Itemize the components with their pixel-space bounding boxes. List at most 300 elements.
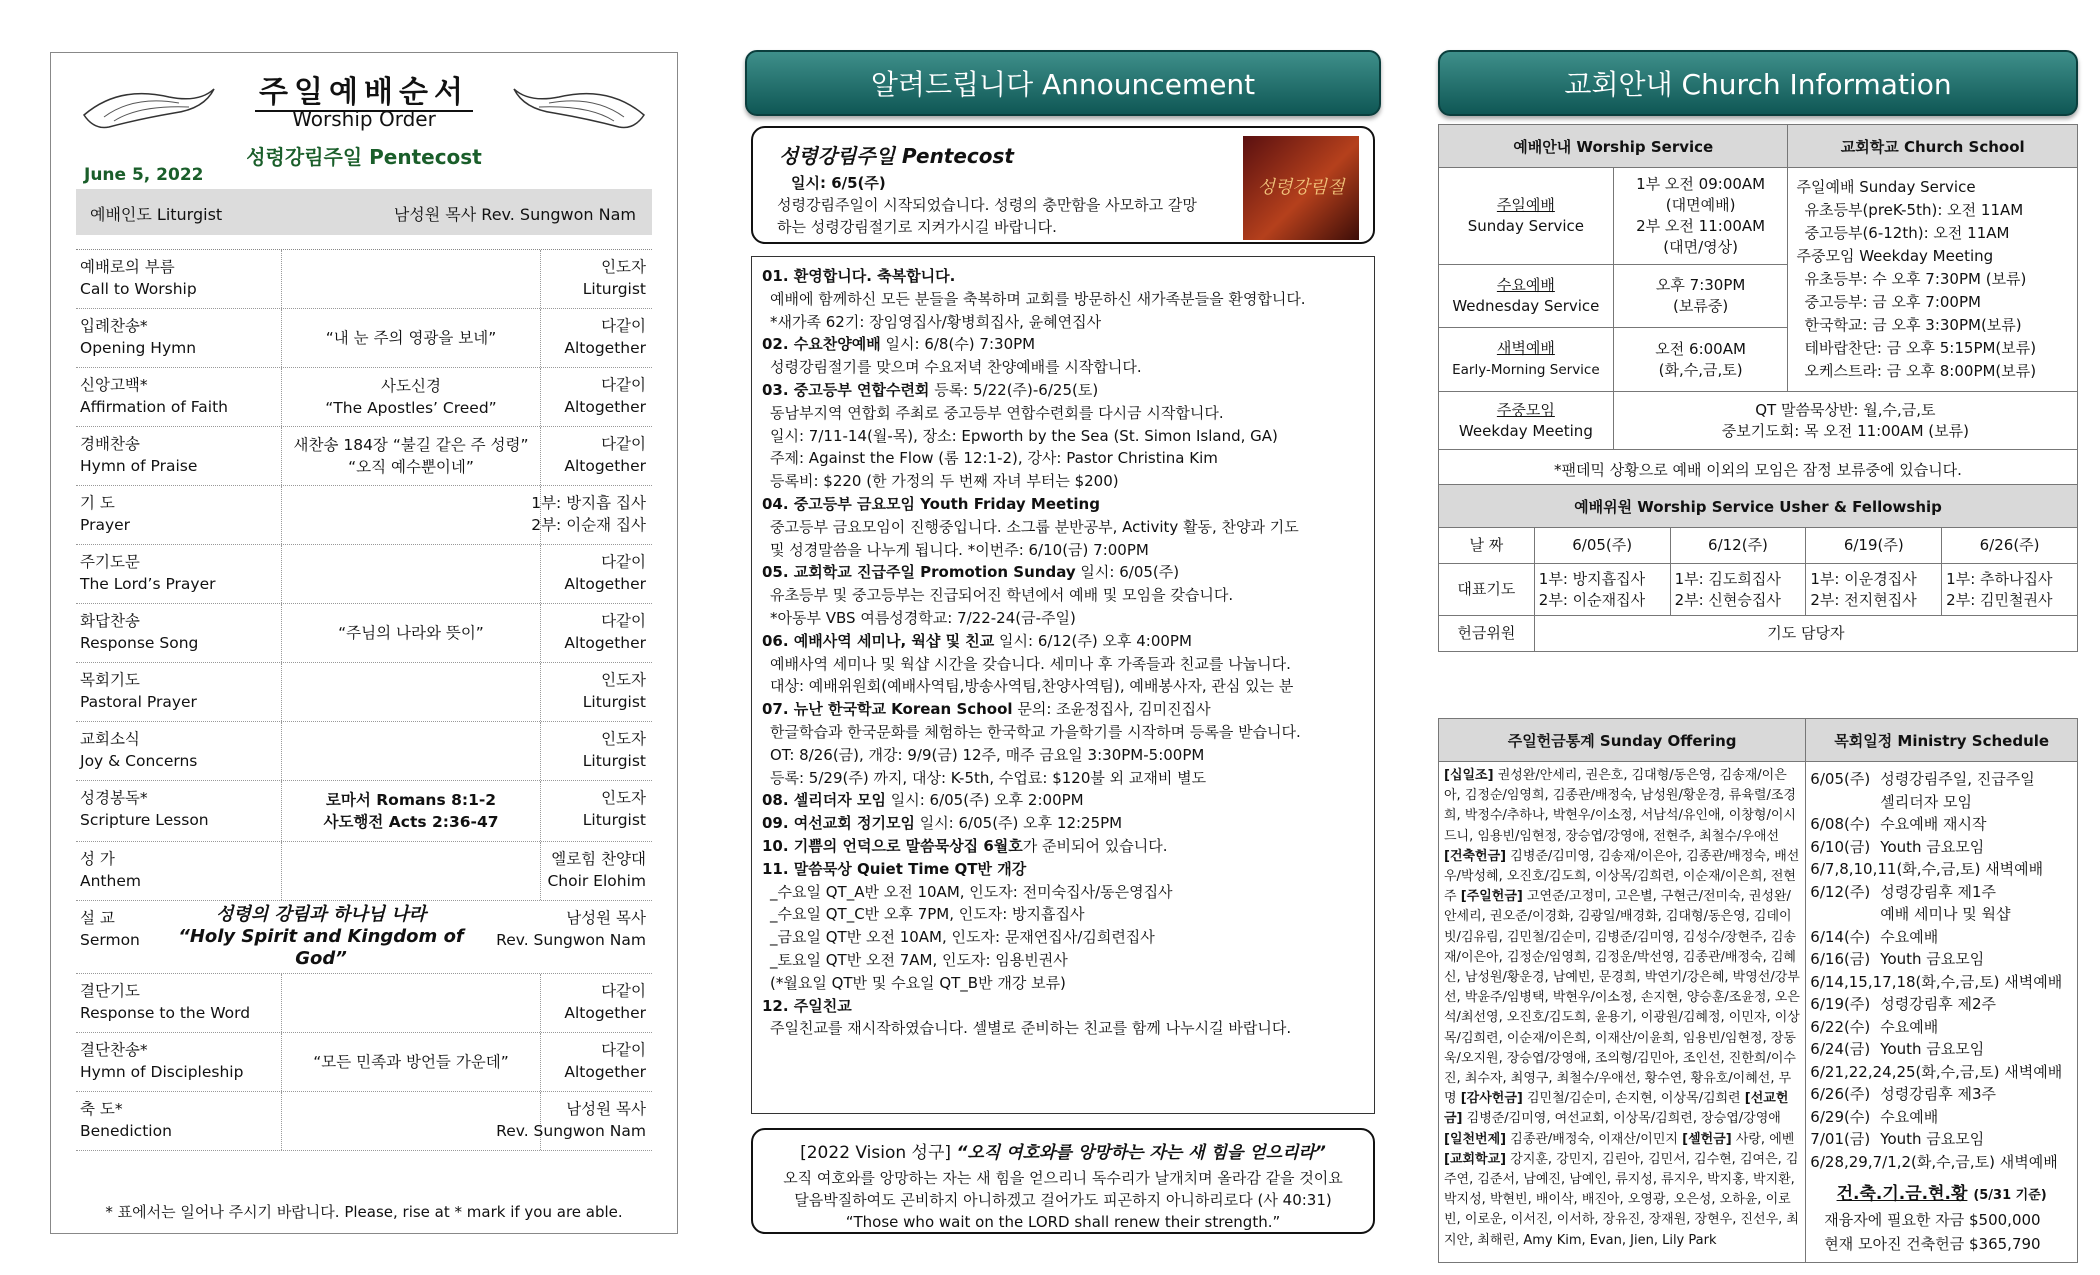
vision-line: 오직 여호와를 앙망하는 자는 새 힘을 얻으리니 독수리가 날개치며 올라감 같을 것이요 [783,1169,1343,1187]
news-item [762,561,1368,629]
order-item [80,980,250,1024]
news-item [762,789,1368,812]
pentecost-box [751,126,1375,244]
liturgist-label: 예배인도 Liturgist [90,205,223,224]
news-item-info: 일시: 6/8(수) 7:30PM [880,335,1036,354]
schedule-date: 6/05(주) [1810,770,1871,788]
order-item-en: The Lord’s Prayer [80,575,216,593]
news-item-line: 일시: 7/11-14(월-목), 장소: Epworth by the Sea (St. Simon Island, GA) [770,426,1278,445]
news-item-line: 예배사역 세미나 및 웍샵 시간을 갖습니다. 세미나 후 가족들과 친교를 나눕니다. [770,654,1291,673]
news-item [762,698,1368,789]
news-item-info: 등록: 5/22(주)-6/25(토) [929,380,1099,399]
schedule-row [1810,903,2073,926]
news-item-heading [762,858,1368,881]
order-item-ko: 성경봉독* [80,789,148,807]
schedule-event: 6/7,8,10,11(화,수,금,토) 새벽예배 [1810,860,2044,878]
order-leader-line: 1부: 방지흡 집사 [531,494,646,512]
vision-title-prefix: [2022 Vision 성구] [800,1143,952,1163]
building-fund-have: 현재 모아진 건축헌금 $365,790 [1824,1234,2041,1253]
order-item-detail [151,901,491,973]
church-school-line: 테바랍찬단: 금 오후 5:15PM(보류) [1804,339,2037,357]
order-row [76,901,652,974]
order-item-en: Response to the Word [80,1004,251,1022]
schedule-header: 목회일정 Ministry Schedule [1806,719,2078,762]
news-item-title: 07. 뉴난 한국학교 Korean School [762,700,1013,719]
order-leader-line: 인도자 [601,789,646,807]
pentecost-title: 성령강림주일 Pentecost [779,144,1014,168]
order-item-en: Scripture Lesson [80,811,209,829]
schedule-event: 6/28,29,7/1,2(화,수,금,토) 새벽예배 [1810,1152,2058,1171]
order-leader-line: Liturgist [582,752,646,770]
worship-order-panel [50,52,678,1234]
order-item [80,848,141,892]
schedule-date: 6/12(주) [1810,882,1871,901]
order-item-en: Affirmation of Faith [80,398,228,416]
liturgist-name: 남성원 목사 Rev. Sungwon Nam [393,205,636,224]
pandemic-note: *팬데믹 상황으로 예배 이외의 모임은 잠정 보류중에 있습니다. [1439,450,2078,489]
schedule-date: 6/10(금) [1810,837,1871,856]
order-row [76,250,652,309]
schedule-row [1810,1061,2073,1084]
order-footer: * 표에서는 일어나 주시기 바랍니다. Please, rise at * mark if you are able. [105,1203,623,1221]
news-item-info: 일시: 6/05(주) [1075,563,1180,582]
offering-category: [십일조] [1444,768,1494,783]
news-item-heading [762,379,1368,402]
order-detail-line: “내 눈 주의 영광을 보네” [325,329,497,347]
worship-service-header: 예배안내 Worship Service [1439,125,1788,168]
order-item-en: Response Song [80,634,199,652]
order-item-leader [583,669,646,713]
order-row [76,842,652,901]
order-row [76,604,652,663]
order-leader-line: 다같이 [601,435,646,453]
news-item-title: 05. 교회학교 진급주일 Promotion Sunday [762,563,1076,582]
schedule-row [1810,1016,2073,1039]
news-item-line: *아동부 VBS 여름성경학교: 7/22-24(금-주일) [770,608,1076,627]
usher-date: 6/26(주) [1942,528,2078,564]
order-item-en: Hymn of Discipleship [80,1063,244,1081]
offering-category: [셀헌금] [1682,1131,1732,1147]
service-table [1438,124,2078,489]
church-school-line: 주중모임 Weekday Meeting [1796,247,1994,265]
order-row [76,663,652,722]
offering-names: 권성완/안세리, 권은호, 김대형/동은영, 김송재/이은아, 김정순/임영희, 김종관/배정숙, 남성원/황운경, 류육렬/조경희, 박정수/추하나, 박현우/이소정, 서남석/유인애, 이창형/이시드니, 임용빈/임현정, 장승엽/강영애, 전현주, 최철수/우애선 [1444,768,1796,844]
order-row [76,1092,652,1151]
church-info-panel [1438,50,2078,1253]
order-leader-line: 2부: 이순재 집사 [531,516,646,534]
order-item [80,256,197,300]
church-school-line: 오케스트라: 금 오후 8:00PM(보류) [1804,362,2037,380]
usher-header: 예배위원 Worship Service Usher & Fellowship [1439,485,2078,528]
schedule-date: 6/22(수) [1810,1017,1871,1036]
building-fund-need: 재융자에 필요한 자금 $500,000 [1824,1210,2041,1229]
schedule-cell [1806,762,2078,1263]
vision-line: “Those who wait on the LORD shall renew their strength.” [845,1213,1281,1231]
news-item-title: 01. 환영합니다. 축복합니다. [762,267,956,285]
news-item [762,379,1368,493]
weekday-meeting-name: 주중모임 Weekday Meeting [1439,392,1614,450]
offering-header: 주일헌금통계 Sunday Offering [1439,719,1806,762]
order-table [76,249,652,1151]
church-school-line: 중고등부: 금 오후 7:00PM [1804,293,1981,311]
vision-line: 달음박질하여도 곤비하지 아니하겠고 걸어가도 피곤하지 아니하리로다 (사 40:31) [794,1191,1332,1209]
vision-title-text: “오직 여호와를 앙망하는 자는 새 힘을 얻으리라” [956,1143,1326,1163]
news-item-line: 한글학습과 한국문화를 체험하는 한국학교 가을학기를 시작하며 등록을 받습니다. [770,722,1301,741]
news-item-heading [762,789,1368,812]
order-item-ko: 교회소식 [80,730,140,748]
order-item [80,610,198,654]
order-detail-line: “오직 예수뿐이네” [348,458,474,476]
schedule-row [1810,813,2073,836]
order-item-ko: 예배로의 부름 [80,258,175,276]
early-morning-service-name: 새벽예배 Early-Morning Service [1439,328,1614,392]
order-leader-line: Altogether [564,339,646,357]
order-item-en: Opening Hymn [80,339,197,357]
order-item-ko: 주기도문 [80,553,140,571]
news-item-title: 03. 중고등부 연합수련회 [762,380,930,399]
order-item-detail [281,545,541,603]
order-leader-line: 다같이 [601,1041,646,1059]
offering-names: 김종관/배정숙, 이재산/이민지 [1506,1131,1683,1147]
schedule-event: 성령강림후 제2주 [1880,995,1997,1013]
news-item [762,265,1368,333]
news-item [762,630,1368,698]
news-item-title: 02. 수요찬양예배 [762,335,881,354]
news-item-info: 문의: 조윤정집사, 김미진집사 [1012,700,1211,719]
news-box [751,256,1375,1114]
usher-prayer: 1부: 이운경집사 2부: 전지현집사 [1806,564,1942,616]
order-item [80,907,140,951]
schedule-event: Youth 금요모임 [1880,1130,1985,1148]
order-item [80,1039,243,1083]
sunday-service-name: 주일예배 Sunday Service [1439,168,1614,265]
news-item-title: 10. 기쁨의 언덕으로 말씀묵상집 6월호 [762,836,1023,855]
schedule-event: 수요예배 재시작 [1880,815,1987,833]
schedule-row [1810,881,2073,904]
order-detail-line: 사도행전 Acts 2:36-47 [323,813,499,831]
news-item-line: _수요일 QT_C반 오후 7PM, 인도자: 방지흡집사 [770,905,1085,924]
vision-box [751,1128,1375,1234]
order-item-ko: 목회기도 [80,671,140,689]
order-item-leader [496,907,646,951]
news-item-line: 중고등부 금요모임이 진행중입니다. 소그룹 분반공부, Activity 활동, 찬양과 기도 [770,517,1299,536]
order-item-leader [564,433,646,477]
news-item [762,995,1368,1041]
usher-date: 6/19(주) [1806,528,1942,564]
news-item-line: 등록: 5/29(주) 까지, 대상: K-5th, 수업료: $120불 외 교재비 별도 [770,768,1207,787]
news-item-line: 동남부지역 연합회 주최로 중고등부 연합수련회를 다시금 시작합니다. [770,403,1224,422]
order-detail-line: 성령의 강림과 하나님 나라 [215,904,427,925]
order-leader-line: Altogether [564,1063,646,1081]
news-item-info: 가 준비되어 있습니다. [1022,836,1168,855]
pentecost-body: 성령강림주일이 시작되었습니다. 성령의 충만함을 사모하고 갈망하는 성령강림절기로 지켜가시길 바랍니다. [777,196,1197,236]
order-item-detail [281,722,541,780]
order-leader-line: 다같이 [601,317,646,335]
order-item [80,492,130,536]
news-item-title: 11. 말씀묵상 Quiet Time QT반 개강 [762,859,1027,878]
order-leader-line: Altogether [564,575,646,593]
schedule-row [1810,926,2073,949]
order-leader-line: 인도자 [601,730,646,748]
order-item-detail [281,604,541,662]
order-item-ko: 성 가 [80,850,115,868]
order-leader-line: 인도자 [601,671,646,689]
news-item-line: 및 성경말씀을 나누게 됩니다. *이번주: 6/10(금) 7:00PM [770,540,1149,559]
order-item [80,1098,172,1142]
news-item-line: _수요일 QT_A반 오전 10AM, 인도자: 전미숙집사/동은영집사 [770,882,1173,901]
order-detail-line: “Holy Spirit and Kingdom of God” [178,926,464,969]
usher-date: 6/12(주) [1670,528,1806,564]
usher-date-label: 날 짜 [1439,528,1535,564]
news-item-title: 06. 예배사역 세미나, 웍샵 및 친교 [762,631,995,650]
order-item-ko: 기 도 [80,494,115,512]
news-item-line: _금요일 QT반 오전 10AM, 인도자: 문재연집사/김희련집사 [770,928,1155,947]
news-item [762,333,1368,379]
news-item-line: 등록비: $220 (한 가정의 두 번째 자녀 부터는 $200) [770,472,1119,491]
order-row [76,486,652,545]
schedule-event: 성령강림후 제1주 [1880,882,1997,901]
order-title: 주일예배순서 [51,67,677,111]
schedule-event: 성령강림후 제3주 [1880,1085,1997,1103]
order-leader-line: Altogether [564,457,646,475]
news-item [762,858,1368,995]
order-leader-line: Rev. Sungwon Nam [496,931,646,949]
order-item [80,551,216,595]
offering-names: 고연준/고정미, 고은별, 구현근/전미숙, 권성완/안세리, 권오준/이경화, 김광일/배경화, 김대형/동은영, 김데이빗/김유림, 김민철/김순미, 김병준/김미영, 김성수/장현주, 김송재/이은아, 김정순/임영희, 김정운/박선영, 김종관/배정숙, 김혜신, 남성원/황운경, 남예빈, 문경희, 박연기/강은혜, 박영선/강부선, 박윤주/임병택, 박현우/이소정, 손지현, 양승훈/조윤정, 오은석/최선영, 오진호/김도희, 윤용기, 이광원/김혜정, 이민자, 이상목/김희련, 이순재/이은희, 이재산/이윤희, 임용빈/임현정, 장동욱/오지원, 장승엽/강영애, 조의형/김민아, 조인선, 진한희/이수진, 최수자, 최영구, 최철수/우애선, 황수연, 황유호/이혜선, 무명 [1444,889,1800,1107]
order-item-en: Pastoral Prayer [80,693,197,711]
schedule-row [1810,1151,2073,1174]
order-item-detail [281,781,541,841]
schedule-row [1810,948,2073,971]
building-fund-title: 건.축.기.금.현.황 (5/31 기준) [1836,1184,2047,1204]
offering-category: [일천번제] [1444,1131,1507,1147]
order-item-en: Hymn of Praise [80,457,198,475]
order-item-detail [281,427,541,485]
news-item-heading [762,995,1368,1018]
order-detail-line: 새찬송 184장 “불길 같은 주 성령” [293,436,529,454]
order-item-detail [281,486,541,544]
church-school-line: 중고등부(6-12th): 오전 11AM [1804,224,2010,242]
order-item-ko: 결단찬송* [80,1041,148,1059]
order-date: June 5, 2022 [84,165,204,185]
news-item-title: 12. 주일친교 [762,996,852,1015]
news-item-line: OT: 8/26(금), 개강: 9/9(금) 12주, 매주 금요일 3:30PM-5:00PM [770,745,1205,764]
order-item-en: Prayer [80,516,131,534]
news-item-line: *새가족 62기: 장임영집사/황병희집사, 윤혜연집사 [770,312,1102,331]
order-leader-line: 다같이 [601,376,646,394]
schedule-row [1810,1128,2073,1151]
schedule-date: 6/08(수) [1810,815,1871,833]
order-leader-line: 남성원 목사 [566,1100,646,1118]
schedule-row [1810,1083,2073,1106]
schedule-event: 수요예배 [1880,927,1939,946]
offering-names: 김병준/김미영, 김송재/이은아, 김종관/배정숙, 배선우/박성혜, 오진호/김도희, 이상목/김희련, 이순재/이은희, 전현주 [1444,848,1800,905]
offering-category: [주일헌금] [1460,889,1523,905]
schedule-date [1810,903,1880,926]
order-leader-line: 다같이 [601,553,646,571]
order-item-ko: 설 교 [80,909,115,927]
order-item-en: Anthem [80,872,141,890]
order-detail-line: “주님의 나라와 뜻이” [338,624,484,642]
order-leader-line: Liturgist [582,280,646,298]
usher-prayer: 1부: 추하나집사 2부: 김민철권사 [1942,564,2078,616]
news-item-heading [762,561,1368,584]
order-leader-line: 다같이 [601,612,646,630]
order-item-detail [281,368,541,426]
order-item-detail [281,1033,541,1091]
church-school-line: 유초등부(preK-5th): 오전 11AM [1804,201,2024,219]
news-item-info: 일시: 6/05(주) 오후 12:25PM [914,814,1123,833]
order-item-leader [564,1039,646,1083]
offering-names: 김병준/김미영, 여선교회, 이상목/김희련, 장승엽/강영애 [1462,1111,1781,1127]
news-item-heading [762,835,1368,858]
schedule-row [1810,1106,2073,1129]
schedule-event: 셀리더자 모임 [1880,792,1973,811]
offering-names: 강지훈, 강민지, 김린아, 김민서, 김수현, 김여은, 김주연, 김준서, 남예진, 남예인, 류지성, 류지우, 박지홍, 박지환, 박지성, 박현빈, 배이삭, 배진아, 오영광, 오은성, 오하윤, 이로빈, 이로운, 이서진, 이서하, 장유진, 장재원, 장현우, 진선우, 최지안, 최해린, Amy Kim, Evan, Jien, Lily Park [1444,1151,1799,1248]
news-item-heading [762,812,1368,835]
news-item-heading [762,265,1368,288]
order-item [80,787,209,831]
schedule-row [1810,858,2073,881]
order-item-leader [564,980,646,1024]
offering-schedule-table [1438,718,2078,1263]
schedule-date: 7/01(금) [1810,1130,1871,1148]
schedule-event: 6/21,22,24,25(화,수,금,토) 새벽예배 [1810,1062,2063,1081]
news-item [762,835,1368,858]
offering-label: 헌금위원 [1439,616,1535,652]
news-item-title: 08. 셀리더자 모임 [762,791,886,810]
order-row [76,427,652,486]
order-item-leader [564,315,646,359]
order-leader-line: 인도자 [601,258,646,276]
offering-value: 기도 담당자 [1534,616,2077,652]
order-leader-line: Rev. Sungwon Nam [496,1122,646,1140]
order-item-leader [583,787,646,831]
order-item-leader [564,374,646,418]
offering-category: [감사헌금] [1460,1091,1523,1107]
schedule-row [1810,768,2073,791]
offering-names: 사랑, 에벤 [1731,1131,1795,1147]
church-school-header: 교회학교 Church School [1788,125,2078,168]
order-item-ko: 입례찬송* [80,317,148,335]
vision-title [753,1138,1373,1163]
order-detail-line: “The Apostles’ Creed” [325,399,497,417]
order-item-ko: 화답찬송 [80,612,140,630]
order-item-leader [564,551,646,595]
news-item-heading [762,333,1368,356]
early-morning-service-time: 오전 6:00AM (화,수,금,토) [1613,328,1788,392]
schedule-row [1810,1038,2073,1061]
offering-names: 김민철/김순미, 손지현, 이상목/김희련 [1522,1091,1745,1107]
order-item [80,669,197,713]
news-item-line: 예배에 함께하신 모든 분들을 축복하며 교회를 방문하신 새가족분들을 환영합니다. [770,289,1306,308]
order-item-detail [281,974,541,1032]
offering-category: [교회학교] [1444,1151,1507,1167]
usher-prayer: 1부: 김도희집사 2부: 신현승집사 [1670,564,1806,616]
order-item [80,433,197,477]
order-item-en: Call to Worship [80,280,197,298]
schedule-date: 6/19(주) [1810,995,1871,1013]
news-item-info: 일시: 6/12(주) 오후 4:00PM [994,631,1192,650]
order-item [80,374,228,418]
news-item-line: _토요일 QT반 오전 7AM, 인도자: 임용빈권사 [770,950,1068,969]
usher-prayer: 1부: 방지흡집사 2부: 이순재집사 [1534,564,1670,616]
news-item-title: 09. 여선교회 정기모임 [762,814,915,833]
order-row [76,781,652,842]
schedule-date: 6/16(금) [1810,950,1871,968]
schedule-event: Youth 금요모임 [1880,950,1985,968]
news-item-line: 주일친교를 재시작하였습니다. 셀별로 준비하는 친교를 함께 나누시길 바랍니다. [770,1019,1292,1038]
order-item-en: Benediction [80,1122,172,1140]
order-item-detail [281,250,541,308]
order-day: 성령강림주일 Pentecost [246,145,482,169]
schedule-row [1810,971,2073,994]
order-leader-line: Liturgist [582,811,646,829]
order-item-ko: 신앙고백* [80,376,148,394]
usher-prayer-label: 대표기도 [1439,564,1535,616]
order-item-detail [281,309,541,367]
order-row [76,368,652,427]
news-item-line: 유초등부 및 중고등부는 진급되어진 학년에서 예배 및 모임을 갖습니다. [770,586,1234,605]
wednesday-service-name: 수요예배 Wednesday Service [1439,264,1614,328]
order-item-leader [583,728,646,772]
sunday-service-time: 1부 오전 09:00AM (대면예배) 2부 오전 11:00AM (대면/영상) [1613,168,1788,265]
order-item-leader [531,492,646,536]
schedule-row [1810,993,2073,1016]
schedule-row [1810,791,2073,814]
news-item-heading [762,630,1368,653]
schedule-row [1810,836,2073,859]
order-leader-line: Choir Elohim [547,872,646,890]
order-leader-line: 남성원 목사 [566,909,646,927]
order-row [76,722,652,781]
order-item [80,315,196,359]
announcement-panel [745,50,1381,1235]
offering-category: [선교헌금] [1444,1091,1789,1127]
church-school-list [1788,168,2078,392]
schedule-event: Youth 금요모임 [1880,1040,1985,1058]
order-leader-line: Altogether [564,1004,646,1022]
schedule-event: 수요예배 [1880,1017,1939,1036]
news-item [762,812,1368,835]
order-detail-line: 로마서 Romans 8:1-2 [325,791,497,809]
usher-date: 6/05(주) [1534,528,1670,564]
order-item [80,728,197,772]
offering-category: [건축헌금] [1444,848,1507,864]
news-item-line: 대상: 예배위원회(예배사역팀,방송사역팀,찬양사역팀), 예배봉사자, 관심 있는 분 [770,677,1294,696]
order-item-detail [281,663,541,721]
announcement-banner: 알려드립니다 Announcement [745,50,1381,116]
order-detail-line: “모든 민족과 방언들 가운데” [313,1053,509,1071]
order-leader-line: Liturgist [582,693,646,711]
building-fund [1810,1183,2073,1256]
schedule-event: 성령강림주일, 진급주일 [1880,770,2035,788]
church-info-banner: 교회안내 Church Information [1438,50,2078,116]
church-school-line: 한국학교: 금 오후 3:30PM(보류) [1804,316,2022,334]
vision-body [753,1167,1373,1233]
order-leader-line: Altogether [564,634,646,652]
schedule-list [1810,768,2073,1173]
order-leader-line: 다같이 [601,982,646,1000]
church-school-line: 유초등부: 수 오후 7:30PM (보류) [1804,270,2027,288]
order-item-leader [547,848,646,892]
news-item-line: 주제: Against the Flow (롬 12:1-2), 강사: Pastor Christina Kim [770,449,1218,468]
news-list [762,265,1368,1040]
order-leader-line: 엘로힘 찬양대 [551,850,646,868]
schedule-event: 6/14,15,17,18(화,수,금,토) 새벽예배 [1810,972,2063,991]
usher-table [1438,484,2078,652]
schedule-event: 예배 세미나 및 웍샵 [1880,905,2011,923]
